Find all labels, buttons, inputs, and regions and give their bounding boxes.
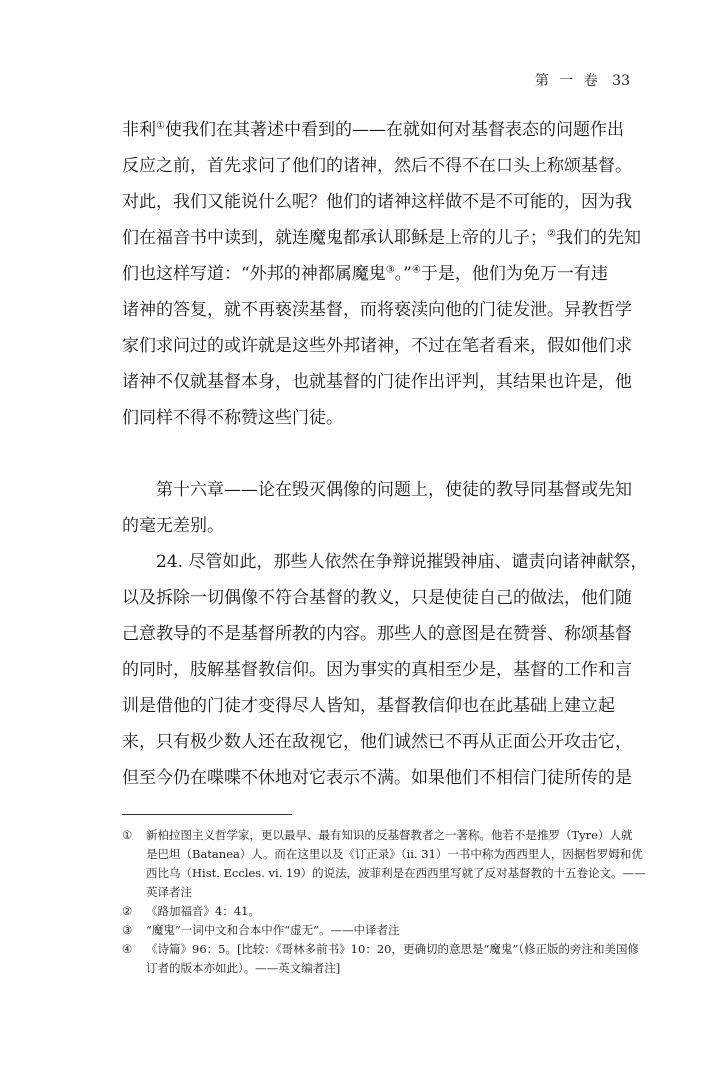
- footnote-3: [122, 921, 634, 940]
- text-line: 以及拆除一切偶像不符合基督的教义，只是使徒自己的做法，他们随: [122, 588, 632, 608]
- footnote-ref[interactable]: ①: [156, 120, 165, 132]
- footnote-divider: [122, 814, 292, 815]
- text-line: 的同时，肢解基督教信仰。因为事实的真相至少是，基督的工作和言: [122, 660, 632, 680]
- footnote-line: 西比乌（Hist. Eccles. vi. 19）的说法，波菲利是在西西里写就了反对基督教的十五卷论文。——: [146, 866, 646, 880]
- chapter-heading: 的毫无差别。: [122, 516, 224, 536]
- footnote-ref[interactable]: ③: [385, 264, 395, 276]
- footnote-ref[interactable]: ②: [547, 228, 556, 240]
- text-line: 们同样不得不称赞这些门徒。: [122, 408, 343, 428]
- footnote-number: ③: [122, 923, 133, 937]
- paragraph-gap: [122, 436, 630, 472]
- text-line: 诸神的答复，就不再亵渎基督，而将亵渎向他的门徒发泄。异教哲学: [122, 300, 632, 320]
- footnote-1: [122, 826, 646, 902]
- text-line: 但至今仍在喋喋不休地对它表示不满。如果他们不相信门徒所传的是: [122, 768, 632, 788]
- text-line: 训是借他的门徒才变得尽人皆知，基督教信仰也在此基础上建立起: [122, 696, 615, 716]
- footnote-number: ②: [122, 904, 133, 918]
- footnote-line: 是巴坦（Batanea）人。而在这里以及《订正录》（ii. 31）一书中称为西西里人，因据哲罗姆和优: [146, 847, 643, 861]
- page-number: 33: [612, 73, 630, 89]
- running-header: [535, 70, 630, 90]
- text-line: 们在福音书中读到，就连魔鬼都承认耶稣是上帝的儿子；②我们的先知: [122, 228, 641, 248]
- text-line: 对此，我们又能说什么呢？他们的诸神这样做不是不可能的，因为我: [122, 192, 632, 212]
- text-line: 诸神不仅就基督本身，也就基督的门徒作出评判，其结果也许是，他: [122, 372, 632, 392]
- text-line: 来，只有极少数人还在敌视它，他们诚然已不再从正面公开攻击它，: [122, 732, 632, 752]
- footnote-line: 新柏拉图主义哲学家，更以最早、最有知识的反基督教者之一著称。他若不是推罗（Tyre）人就: [146, 828, 633, 842]
- text-line: 们也这样写道：“外邦的神都属魔鬼③。”④于是，他们为免万一有违: [122, 264, 608, 284]
- body-text: [122, 112, 648, 796]
- footnote-4: [122, 940, 639, 978]
- footnote-2: [122, 902, 634, 921]
- chapter-label: 第 一 卷: [534, 73, 601, 89]
- chapter-heading: 第十六章——论在毁灭偶像的问题上，使徒的教导同基督或先知: [156, 480, 632, 500]
- footnote-line: 订者的版本亦如此）。——英文编者注]: [146, 961, 341, 975]
- text-line: 24. 尽管如此，那些人依然在争辩说摧毁神庙、谴责向诸神献祭，: [156, 552, 648, 572]
- footnote-number: ④: [122, 942, 133, 956]
- footnote-ref[interactable]: ④: [411, 264, 421, 276]
- text-line: 己意教导的不是基督所教的内容。那些人的意图是在赞誉、称颂基督: [122, 624, 632, 644]
- footnote-number: ①: [122, 828, 133, 842]
- footnote-line: 英译者注: [146, 885, 192, 899]
- footnote-line: “魔鬼”一词中文和合本中作“虚无”。——中译者注: [146, 923, 400, 937]
- footnotes: [122, 826, 646, 978]
- footnote-line: 《路加福音》4：41。: [146, 904, 260, 918]
- footnote-line: 《诗篇》96：5。[比较：《哥林多前书》10：20，更确切的意思是“魔鬼”（修正版的旁注和美国修: [146, 942, 639, 956]
- text-line: 家们求问过的或许就是这些外邦诸神，不过在笔者看来，假如他们求: [122, 336, 632, 356]
- text-line: 非利①使我们在其著述中看到的——在就如何对基督表态的问题作出: [122, 120, 624, 140]
- text-line: 反应之前，首先求问了他们的诸神，然后不得不在口头上称颂基督。: [122, 156, 632, 176]
